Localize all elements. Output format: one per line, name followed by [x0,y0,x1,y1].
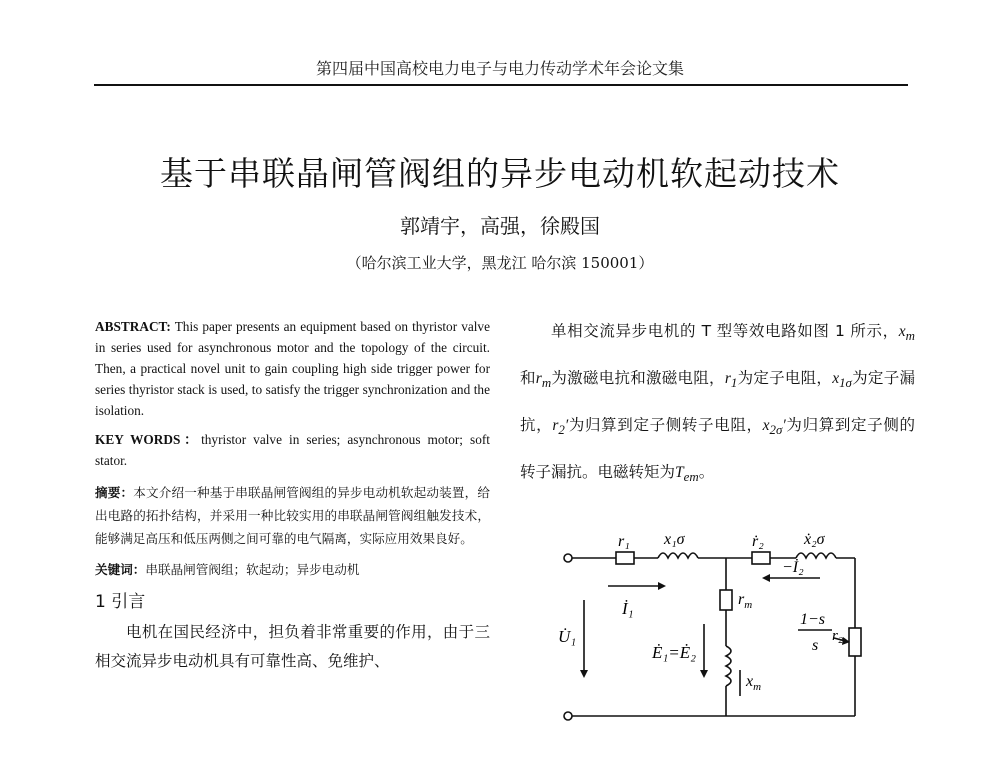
r1-resistor [616,552,634,564]
abstract-cn-label: 摘要： [95,485,134,500]
label-i2: −İ₂ [782,559,804,576]
keywords-cn-text: 串联晶闸管阀组；软起动；异步电动机 [145,562,360,577]
input-terminal-top [564,554,572,562]
x2s-inductor [796,553,836,558]
abstract-english [95,316,490,421]
label-fraction-r2: r₂ [832,628,844,644]
t-equivalent-circuit-diagram [550,520,880,740]
var-tem: $T_{em}$ [675,464,699,485]
label-emf: Ė₁=Ė₂ [652,643,697,662]
text-run: 为激磁电抗和激磁电阻， [551,369,725,388]
label-i1: İ₁ [622,599,634,618]
text-run: 和 [520,369,536,388]
section-heading: 1 引言 [95,592,146,612]
text-run: 为归算到定子侧转子电阻， [568,416,763,435]
label-r2: ṙ₂ [752,533,764,550]
authors: 郭靖宇，高强，徐殿国 [400,214,600,238]
label-x2s: ẋ₂σ [804,531,825,548]
var-x2s: $x_{2\sigma}'$ [762,417,786,438]
affiliation: （哈尔滨工业大学，黑龙江 哈尔滨 150001） [346,254,654,272]
keywords-text: thyristor valve in series; asynchronous motor; soft stator. [95,432,490,468]
xm-inductor [726,646,731,686]
keywords-english [95,429,490,471]
rm-resistor [720,590,732,610]
text-run: 。 [698,463,715,482]
keywords-chinese [95,558,490,581]
abstract-text: This paper presents an equipment based on thyristor valve in series used for asynchronous motor and the topology of the circuit. Then, a practical novel unit to gain coupling high side trigger power for series thyristor stack is used, to satisfy the trigger synchronization and the isolation. [95,319,490,418]
abstract-label: ABSTRACT: [95,319,171,334]
var-r1: $r_1$ [724,370,738,391]
r2-resistor [752,552,770,564]
keywords-cn-label: 关键词： [95,562,146,577]
right-column [520,310,915,498]
header-rule [94,84,908,86]
load-resistor [849,628,861,656]
text-run: 单相交流异步电机的 T 型等效电路如图 1 所示， [551,322,899,340]
label-xm: $x_m$ [746,673,762,693]
text-run: 为定子漏抗， [520,369,915,435]
input-terminal-bottom [564,712,572,720]
abstract-chinese [95,481,490,550]
label-r1: r₁ [618,533,630,550]
fraction-denominator: s [812,637,819,654]
var-r2: $r_2'$ [552,417,569,438]
section-paragraph: 电机在国民经济中，担负着非常重要的作用，由于三相交流异步电动机具有可靠性高、免维护、 [95,623,490,670]
keywords-label: KEY WORDS： [95,432,202,447]
var-xm: $x_m$ [898,323,915,344]
circuit-description [520,310,915,498]
circuit-svg [550,520,880,740]
label-rm: $r_m$ [738,591,753,611]
abstract-cn-text: 本文介绍一种基于串联晶闸管阀组的异步电动机软起动装置，给出电路的拓扑结构，并采用一种比较实用的串联晶闸管阀组触发技术，能够满足高压和低压两侧之间可靠的电气隔离，实际应用效果良好。 [95,485,491,546]
fraction-numerator: 1−s [800,611,826,628]
left-column [95,316,490,676]
x1s-inductor [658,553,698,558]
text-run: 为定子电阻， [737,369,833,388]
var-rm: $r_m$ [535,370,552,391]
paper-title: 基于串联晶闸管阀组的异步电动机软起动技术 [160,154,840,193]
label-u1: U̇₁ [558,627,577,646]
var-x1s: $x_{1\sigma}$ [832,370,852,391]
text-run: 为归算到定子侧的转子漏抗。电磁转矩为 [520,416,915,482]
journal-header: 第四届中国高校电力电子与电力传动学术年会论文集 [315,59,684,78]
label-x1s: x₁σ [664,531,685,548]
